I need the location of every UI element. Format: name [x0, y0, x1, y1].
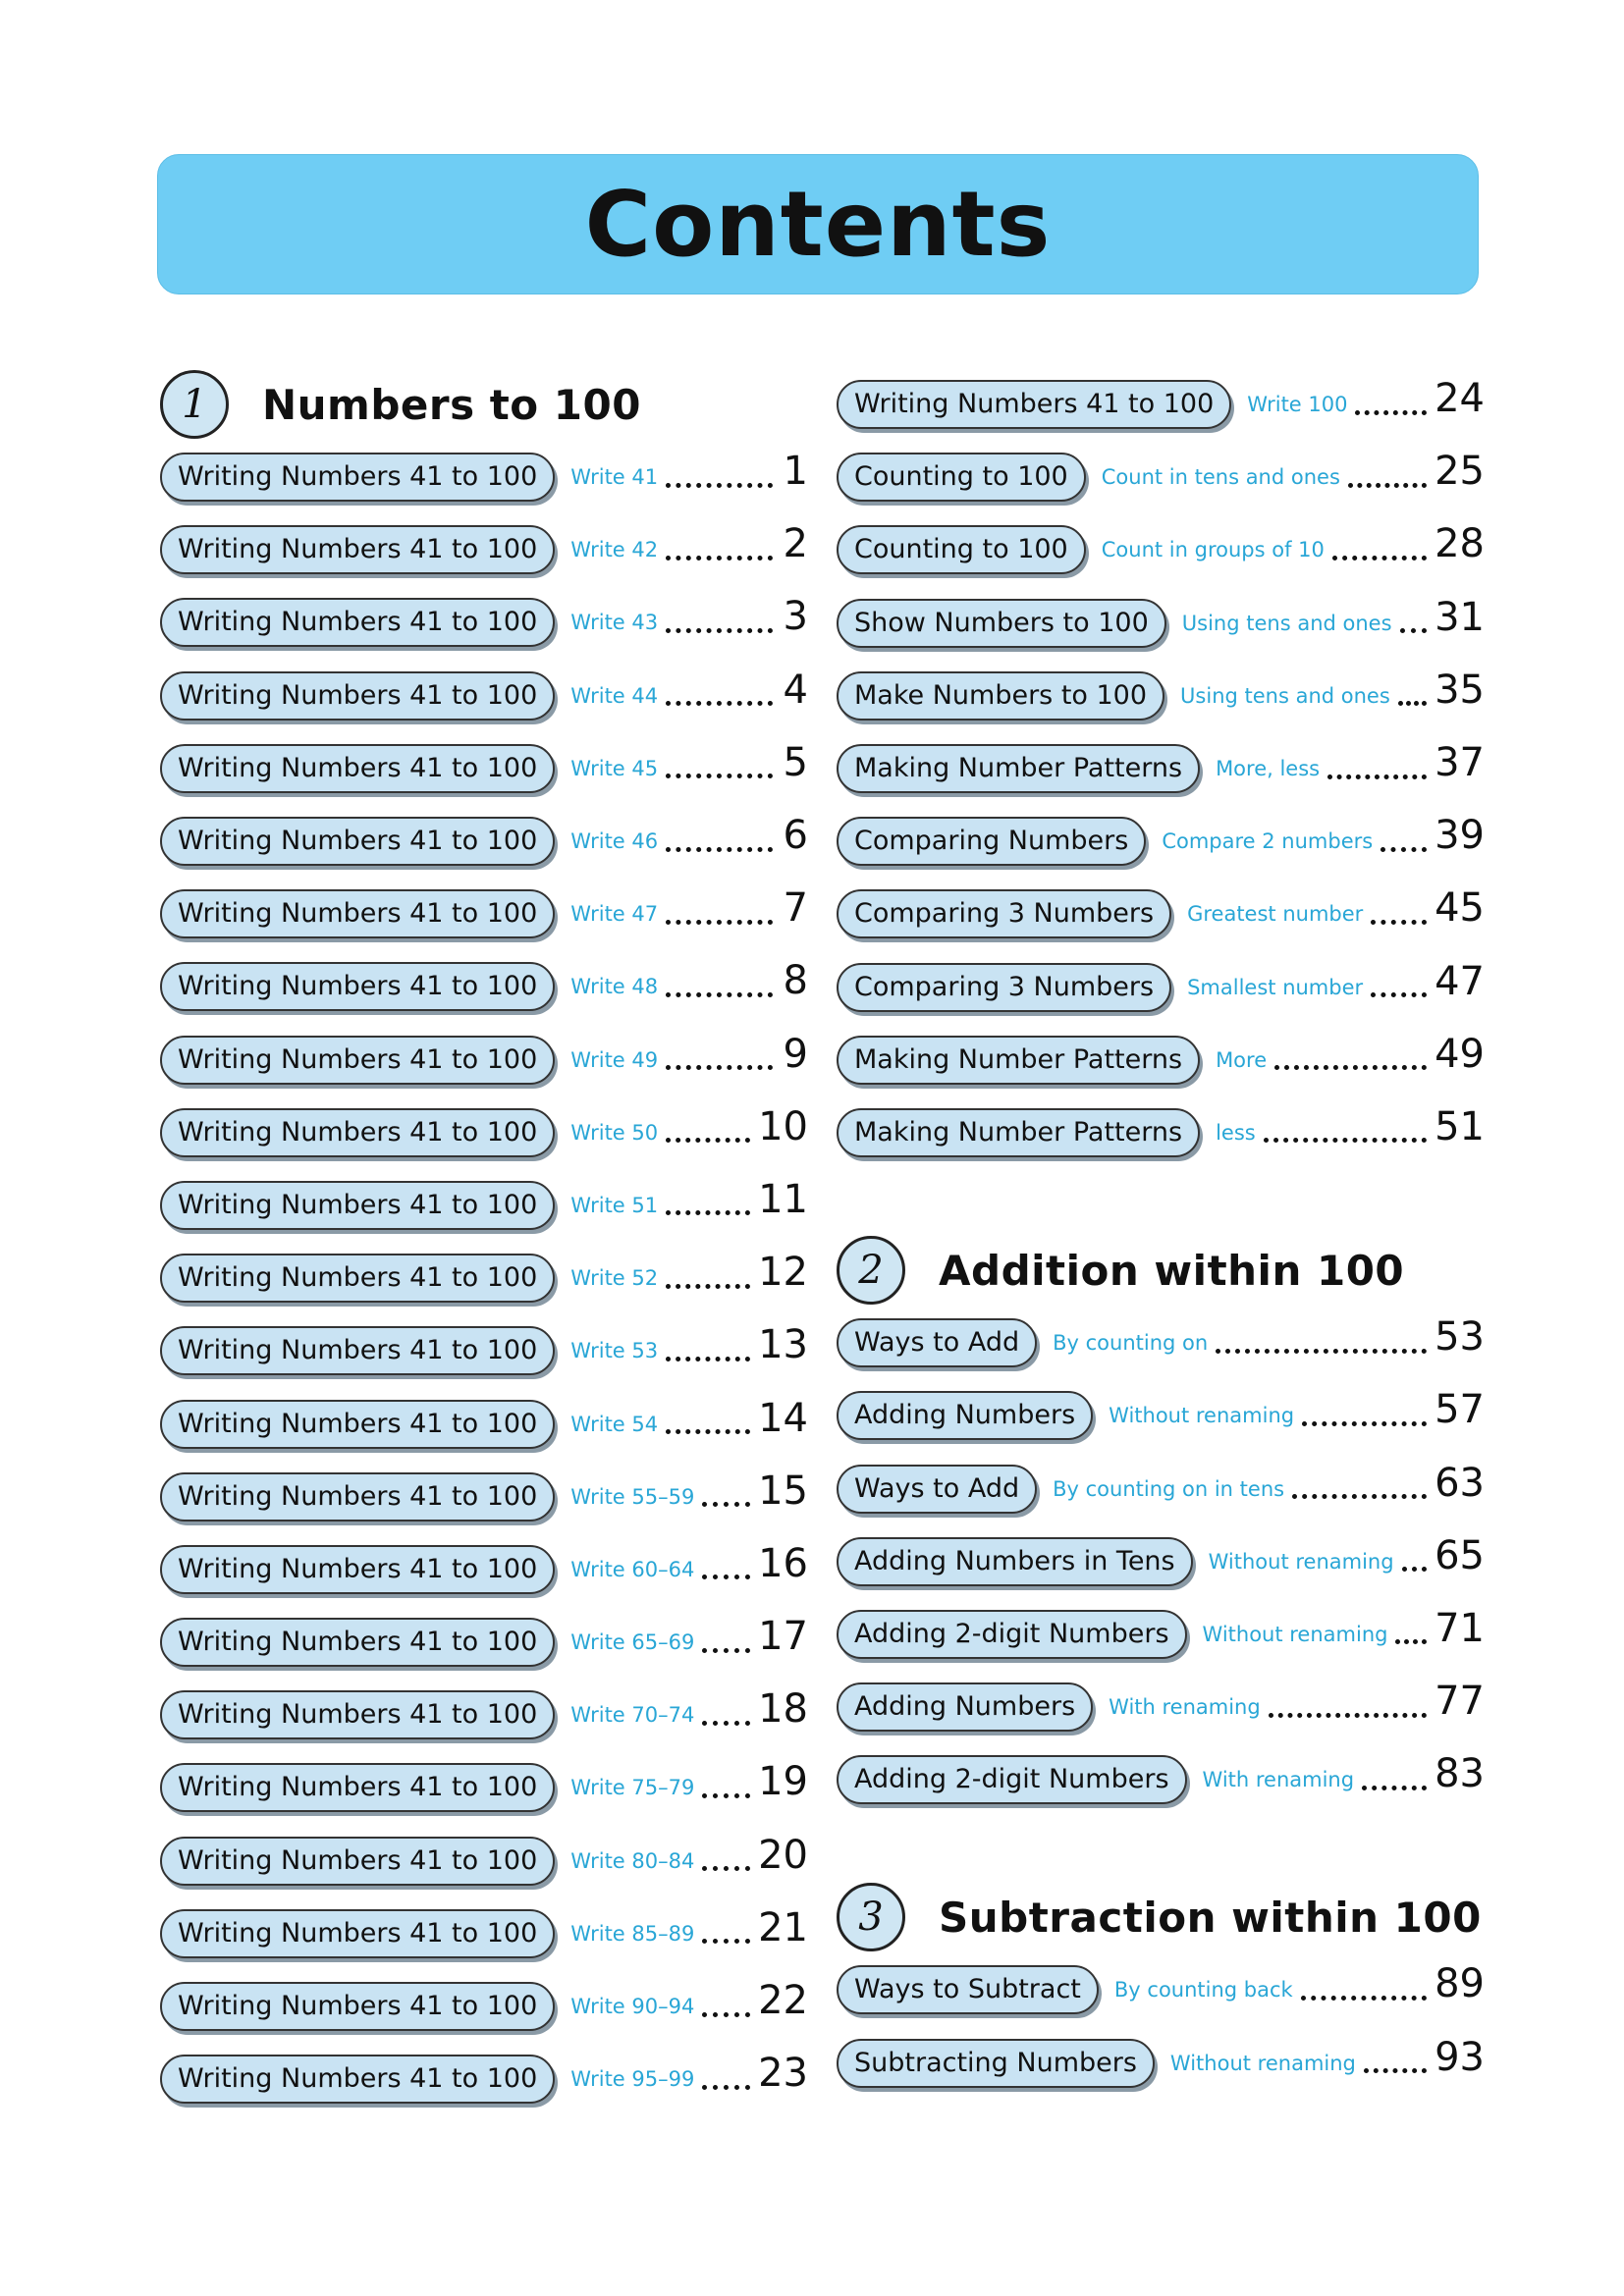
- lesson-subtitle: Write 48: [570, 975, 659, 999]
- toc-entry[interactable]: [160, 1461, 808, 1533]
- lesson-subtitle: Count in groups of 10: [1101, 538, 1325, 562]
- dot-leader: [1364, 2068, 1427, 2073]
- page-number[interactable]: 12: [758, 1250, 808, 1296]
- dot-leader: [666, 628, 773, 633]
- lesson-subtitle: Write 80–84: [570, 1848, 695, 1873]
- toc-entry[interactable]: [837, 1671, 1485, 1743]
- dot-leader: [666, 920, 773, 925]
- page-number[interactable]: 20: [758, 1832, 808, 1878]
- dot-leader: [1395, 1639, 1427, 1644]
- lesson-title-pill[interactable]: Adding Numbers: [837, 1391, 1093, 1440]
- dot-leader: [1327, 774, 1427, 779]
- lesson-subtitle: Write 50: [570, 1120, 659, 1145]
- lesson-title-pill[interactable]: Writing Numbers 41 to 100: [160, 1982, 555, 2031]
- page-number[interactable]: 1: [783, 449, 808, 495]
- lesson-subtitle: Write 51: [570, 1193, 659, 1217]
- lesson-title-pill[interactable]: Writing Numbers 41 to 100: [160, 1181, 555, 1230]
- toc-entry[interactable]: [160, 1096, 808, 1169]
- page-number[interactable]: 47: [1435, 958, 1485, 1004]
- dot-leader: [666, 1210, 750, 1215]
- lesson-subtitle: Without renaming: [1208, 1549, 1394, 1574]
- lesson-subtitle: Write 90–94: [570, 1995, 695, 2019]
- toc-entry[interactable]: [160, 441, 808, 513]
- page-number[interactable]: 7: [783, 885, 808, 932]
- page-number[interactable]: 53: [1435, 1314, 1485, 1361]
- lesson-title-pill[interactable]: Writing Numbers 41 to 100: [160, 2055, 555, 2104]
- toc-entry[interactable]: [160, 1314, 808, 1387]
- dot-leader: [1292, 1494, 1427, 1499]
- toc-entry[interactable]: [837, 368, 1485, 441]
- toc-entry[interactable]: [160, 1897, 808, 1970]
- chapter-number-badge: 1: [160, 370, 229, 439]
- lesson-subtitle: Write 60–64: [570, 1557, 695, 1581]
- dot-leader: [1301, 1996, 1427, 2001]
- toc-entry[interactable]: [837, 1307, 1485, 1379]
- dot-leader: [666, 847, 773, 852]
- toc-entry[interactable]: [160, 1679, 808, 1751]
- lesson-title-pill[interactable]: Writing Numbers 41 to 100: [160, 1108, 555, 1157]
- lesson-subtitle: less: [1216, 1120, 1256, 1145]
- page-number[interactable]: 16: [758, 1540, 808, 1586]
- lesson-subtitle: Write 47: [570, 902, 659, 927]
- toc-entry[interactable]: [837, 1525, 1485, 1598]
- lesson-title-pill[interactable]: Writing Numbers 41 to 100: [160, 1036, 555, 1085]
- page-number[interactable]: 6: [783, 813, 808, 859]
- page-number[interactable]: 5: [783, 739, 808, 785]
- toc-column-right: [837, 368, 1485, 2100]
- lesson-subtitle: Smallest number: [1187, 975, 1364, 999]
- page-number[interactable]: 28: [1435, 521, 1485, 567]
- toc-entry[interactable]: [837, 878, 1485, 950]
- lesson-title-pill[interactable]: Ways to Add: [837, 1465, 1037, 1514]
- lesson-subtitle: Count in tens and ones: [1101, 465, 1340, 490]
- lesson-subtitle: By counting on: [1053, 1331, 1209, 1356]
- dot-leader: [666, 1284, 750, 1289]
- lesson-title-pill[interactable]: Making Number Patterns: [837, 1108, 1200, 1157]
- toc-entry[interactable]: [837, 660, 1485, 732]
- toc-column-left: [160, 368, 808, 2115]
- dot-leader: [1269, 1713, 1427, 1718]
- dot-leader: [1371, 992, 1427, 997]
- page-number[interactable]: 63: [1435, 1460, 1485, 1506]
- toc-entry[interactable]: [837, 441, 1485, 513]
- page-number[interactable]: 13: [758, 1322, 808, 1368]
- toc-entry[interactable]: [837, 1598, 1485, 1671]
- lesson-title-pill[interactable]: Writing Numbers 41 to 100: [160, 889, 555, 938]
- lesson-title-pill[interactable]: Writing Numbers 41 to 100: [160, 744, 555, 793]
- lesson-title-pill[interactable]: Writing Numbers 41 to 100: [160, 453, 555, 502]
- lesson-subtitle: With renaming: [1109, 1695, 1261, 1720]
- dot-leader: [702, 1939, 750, 1944]
- chapter-number-badge: 3: [837, 1883, 905, 1951]
- page-number[interactable]: 25: [1435, 449, 1485, 495]
- dot-leader: [702, 2085, 750, 2090]
- page-number[interactable]: 31: [1435, 594, 1485, 640]
- page-number[interactable]: 45: [1435, 885, 1485, 932]
- lesson-subtitle: Write 45: [570, 756, 659, 780]
- dot-leader: [666, 774, 773, 778]
- page-number[interactable]: 18: [758, 1686, 808, 1733]
- dot-leader: [702, 1575, 750, 1579]
- lesson-subtitle: Write 70–74: [570, 1703, 695, 1728]
- dot-leader: [666, 556, 773, 561]
- lesson-title-pill[interactable]: Writing Numbers 41 to 100: [160, 1837, 555, 1886]
- dot-leader: [702, 1866, 750, 1871]
- lesson-title-pill[interactable]: Writing Numbers 41 to 100: [160, 1326, 555, 1375]
- lesson-subtitle: Write 95–99: [570, 2067, 695, 2092]
- chapter-title: Addition within 100: [939, 1246, 1405, 1295]
- lesson-title-pill[interactable]: Writing Numbers 41 to 100: [160, 1763, 555, 1812]
- lesson-title-pill[interactable]: Writing Numbers 41 to 100: [160, 598, 555, 647]
- toc-entry[interactable]: [837, 1096, 1485, 1169]
- lesson-title-pill[interactable]: Adding Numbers: [837, 1682, 1093, 1732]
- chapter-heading: [837, 1234, 1485, 1307]
- dot-leader: [666, 1429, 750, 1434]
- lesson-title-pill[interactable]: Adding Numbers in Tens: [837, 1537, 1193, 1586]
- toc-entry[interactable]: [160, 1169, 808, 1242]
- page-number[interactable]: 4: [783, 667, 808, 713]
- page-number[interactable]: 35: [1435, 667, 1485, 713]
- lesson-title-pill[interactable]: Adding 2-digit Numbers: [837, 1755, 1187, 1804]
- toc-entry[interactable]: [837, 2027, 1485, 2100]
- chapter-title: Numbers to 100: [262, 380, 641, 429]
- page-number[interactable]: 49: [1435, 1031, 1485, 1077]
- toc-entry[interactable]: [160, 878, 808, 950]
- dot-leader: [1274, 1065, 1427, 1070]
- page-number[interactable]: 23: [758, 2051, 808, 2097]
- lesson-subtitle: Write 85–89: [570, 1921, 695, 1946]
- toc-entry[interactable]: [837, 1452, 1485, 1524]
- toc-entry[interactable]: [160, 2043, 808, 2115]
- lesson-subtitle: Write 46: [570, 829, 659, 854]
- dot-leader: [666, 1065, 773, 1070]
- dot-leader: [1400, 628, 1428, 633]
- dot-leader: [702, 1648, 750, 1653]
- page-number[interactable]: 22: [758, 1978, 808, 2024]
- toc-entry[interactable]: [160, 1970, 808, 2043]
- toc-entry[interactable]: [160, 660, 808, 732]
- dot-leader: [666, 992, 773, 997]
- toc-entry[interactable]: [160, 1387, 808, 1460]
- lesson-subtitle: Write 43: [570, 611, 659, 635]
- page-number[interactable]: 51: [1435, 1103, 1485, 1149]
- lesson-subtitle: Write 75–79: [570, 1776, 695, 1800]
- page-number[interactable]: 15: [758, 1468, 808, 1514]
- lesson-subtitle: Write 44: [570, 683, 659, 708]
- lesson-title-pill[interactable]: Making Number Patterns: [837, 744, 1200, 793]
- lesson-subtitle: Write 54: [570, 1412, 659, 1436]
- lesson-title-pill[interactable]: Counting to 100: [837, 525, 1086, 574]
- lesson-title-pill[interactable]: Writing Numbers 41 to 100: [837, 380, 1231, 429]
- dot-leader: [1264, 1138, 1427, 1143]
- dot-leader: [1402, 1567, 1428, 1572]
- toc-entry[interactable]: [837, 587, 1485, 660]
- toc-entry[interactable]: [837, 1379, 1485, 1452]
- chapter-heading: [837, 1881, 1485, 1953]
- page-title: Contents: [584, 172, 1052, 277]
- page-number[interactable]: 10: [758, 1103, 808, 1149]
- toc-entry[interactable]: [837, 513, 1485, 586]
- lesson-subtitle: Write 65–69: [570, 1630, 695, 1655]
- dot-leader: [1362, 1786, 1427, 1790]
- chapter-heading: [160, 368, 808, 441]
- dot-leader: [702, 1793, 750, 1798]
- chapter-title: Subtraction within 100: [939, 1893, 1482, 1942]
- lesson-subtitle: Write 55–59: [570, 1484, 695, 1509]
- page-number[interactable]: 24: [1435, 376, 1485, 422]
- page-number[interactable]: 93: [1435, 2034, 1485, 2080]
- dot-leader: [666, 701, 773, 706]
- lesson-title-pill[interactable]: Writing Numbers 41 to 100: [160, 1472, 555, 1522]
- toc-entry[interactable]: [160, 1751, 808, 1824]
- lesson-title-pill[interactable]: Writing Numbers 41 to 100: [160, 1400, 555, 1449]
- page-number[interactable]: 3: [783, 594, 808, 640]
- toc-entry[interactable]: [160, 1533, 808, 1606]
- toc-entry[interactable]: [160, 1242, 808, 1314]
- lesson-title-pill[interactable]: Writing Numbers 41 to 100: [160, 1690, 555, 1739]
- lesson-title-pill[interactable]: Writing Numbers 41 to 100: [160, 817, 555, 866]
- toc-entry[interactable]: [837, 951, 1485, 1024]
- lesson-subtitle: Write 41: [570, 465, 659, 490]
- lesson-title-pill[interactable]: Subtracting Numbers: [837, 2039, 1155, 2088]
- dot-leader: [666, 1357, 750, 1362]
- lesson-title-pill[interactable]: Ways to Add: [837, 1318, 1037, 1367]
- lesson-subtitle: Without renaming: [1109, 1404, 1295, 1428]
- dot-leader: [666, 483, 773, 488]
- page-number[interactable]: 17: [758, 1614, 808, 1660]
- lesson-subtitle: Using tens and ones: [1180, 683, 1390, 708]
- page-number[interactable]: 21: [758, 1904, 808, 1950]
- dot-leader: [1216, 1349, 1427, 1354]
- page-number[interactable]: 8: [783, 958, 808, 1004]
- lesson-title-pill[interactable]: Writing Numbers 41 to 100: [160, 525, 555, 574]
- lesson-subtitle: By counting on in tens: [1053, 1476, 1285, 1501]
- lesson-title-pill[interactable]: Writing Numbers 41 to 100: [160, 1545, 555, 1594]
- page-number[interactable]: 83: [1435, 1751, 1485, 1797]
- dot-leader: [702, 2012, 750, 2017]
- dot-leader: [1380, 847, 1427, 852]
- page-number[interactable]: 11: [758, 1176, 808, 1222]
- dot-leader: [1302, 1421, 1427, 1426]
- lesson-subtitle: Write 42: [570, 538, 659, 562]
- lesson-title-pill[interactable]: Counting to 100: [837, 453, 1086, 502]
- lesson-subtitle: More, less: [1216, 757, 1321, 781]
- page-number[interactable]: 71: [1435, 1605, 1485, 1651]
- page-number[interactable]: 14: [758, 1395, 808, 1441]
- lesson-subtitle: With renaming: [1202, 1768, 1355, 1792]
- page-number[interactable]: 57: [1435, 1387, 1485, 1433]
- page-number[interactable]: 89: [1435, 1961, 1485, 2007]
- lesson-title-pill[interactable]: Comparing 3 Numbers: [837, 889, 1171, 938]
- toc-entry[interactable]: [837, 1743, 1485, 1816]
- lesson-title-pill[interactable]: Writing Numbers 41 to 100: [160, 962, 555, 1011]
- lesson-title-pill[interactable]: Writing Numbers 41 to 100: [160, 1254, 555, 1303]
- toc-entry[interactable]: [160, 1606, 808, 1679]
- toc-entry[interactable]: [160, 1024, 808, 1096]
- page-number[interactable]: 37: [1435, 740, 1485, 786]
- lesson-title-pill[interactable]: Writing Numbers 41 to 100: [160, 1618, 555, 1667]
- page-number[interactable]: 9: [783, 1031, 808, 1077]
- dot-leader: [702, 1502, 750, 1507]
- lesson-subtitle: By counting back: [1113, 1978, 1293, 2002]
- lesson-subtitle: Write 52: [570, 1266, 659, 1291]
- toc-entry[interactable]: [160, 1825, 808, 1897]
- lesson-title-pill[interactable]: Comparing 3 Numbers: [837, 963, 1171, 1012]
- lesson-title-pill[interactable]: Comparing Numbers: [837, 817, 1146, 866]
- dot-leader: [1348, 483, 1427, 488]
- lesson-subtitle: Using tens and ones: [1181, 611, 1392, 635]
- page-number[interactable]: 19: [758, 1759, 808, 1805]
- toc-entry[interactable]: [160, 950, 808, 1023]
- lesson-title-pill[interactable]: Ways to Subtract: [837, 1965, 1099, 2014]
- dot-leader: [1355, 410, 1427, 415]
- toc-entry[interactable]: [837, 1024, 1485, 1096]
- dot-leader: [702, 1721, 750, 1726]
- dot-leader: [1398, 701, 1427, 706]
- toc-entry[interactable]: [837, 732, 1485, 805]
- lesson-subtitle: Write 100: [1247, 393, 1348, 417]
- lesson-title-pill[interactable]: Make Numbers to 100: [837, 671, 1164, 721]
- lesson-subtitle: Greatest number: [1187, 902, 1364, 927]
- contents-banner: [157, 154, 1479, 294]
- lesson-subtitle: Compare 2 numbers: [1162, 829, 1374, 854]
- toc-entry[interactable]: [160, 805, 808, 878]
- lesson-subtitle: Without renaming: [1169, 2051, 1356, 2075]
- lesson-title-pill[interactable]: Show Numbers to 100: [837, 599, 1166, 648]
- toc-entry[interactable]: [160, 586, 808, 659]
- dot-leader: [1332, 556, 1427, 561]
- toc-entry[interactable]: [837, 1953, 1485, 2026]
- toc-entry[interactable]: [160, 513, 808, 586]
- lesson-title-pill[interactable]: Writing Numbers 41 to 100: [160, 671, 555, 721]
- lesson-subtitle: Without renaming: [1202, 1622, 1388, 1646]
- lesson-subtitle: Write 53: [570, 1339, 659, 1363]
- lesson-subtitle: More: [1216, 1047, 1268, 1072]
- lesson-title-pill[interactable]: Adding 2-digit Numbers: [837, 1610, 1187, 1659]
- lesson-subtitle: Write 49: [570, 1047, 659, 1072]
- dot-leader: [1371, 920, 1427, 925]
- dot-leader: [666, 1138, 750, 1143]
- page-number[interactable]: 77: [1435, 1679, 1485, 1725]
- page-number[interactable]: 39: [1435, 813, 1485, 859]
- lesson-title-pill[interactable]: Writing Numbers 41 to 100: [160, 1909, 555, 1958]
- chapter-number-badge: 2: [837, 1236, 905, 1305]
- page-number[interactable]: 65: [1435, 1532, 1485, 1578]
- lesson-title-pill[interactable]: Making Number Patterns: [837, 1036, 1200, 1085]
- page-number[interactable]: 2: [783, 521, 808, 567]
- toc-entry[interactable]: [160, 732, 808, 805]
- toc-entry[interactable]: [837, 805, 1485, 878]
